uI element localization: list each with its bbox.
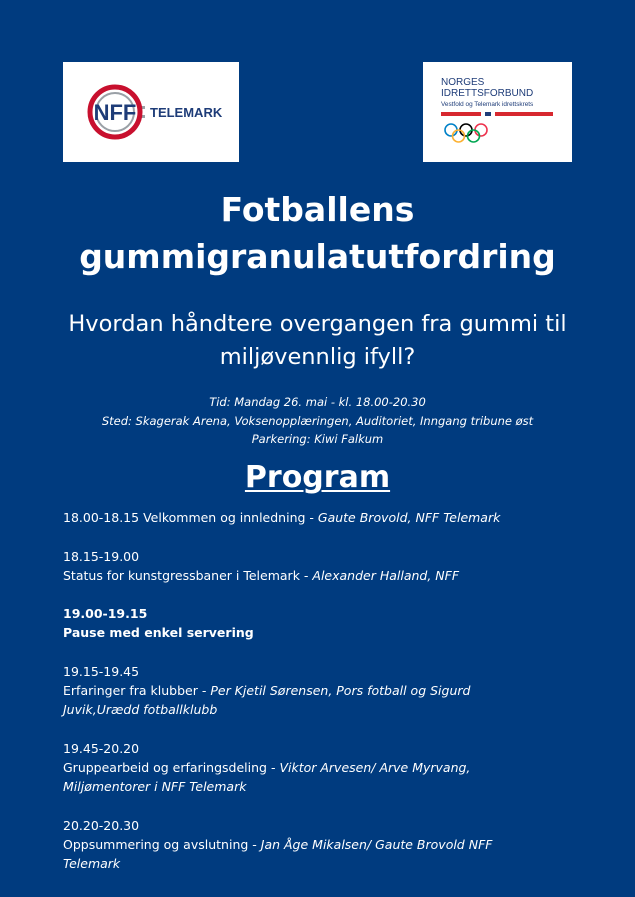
page-subtitle	[20, 308, 615, 374]
subtitle-line-1: Hvordan håndtere overgangen fra gummi til	[68, 311, 567, 337]
item-time: 19.00-19.15	[63, 606, 148, 621]
item-time: 18.15-19.00	[63, 549, 140, 564]
item-speaker-cont: Juvik,Urædd fotballklubb	[63, 702, 218, 717]
nif-line2: IDRETTSFORBUND	[441, 88, 534, 99]
page-title	[0, 186, 635, 280]
program-item	[63, 662, 593, 719]
event-parking: Parkering: Kiwi Falkum	[251, 432, 384, 446]
title-line-2: gummigranulatutfordring	[79, 237, 556, 276]
item-text: Status for kunstgressbaner i Telemark -	[63, 568, 313, 583]
subtitle-line-2: miljøvennlig ifyll?	[219, 344, 416, 370]
nff-letters: NFF	[93, 100, 137, 125]
item-speaker: Per Kjetil Sørensen, Pors fotball og Sigurd	[210, 683, 471, 698]
item-speaker: Alexander Halland, NFF	[312, 568, 460, 583]
nff-telemark-logo	[63, 62, 239, 162]
program-heading: Program	[244, 460, 391, 495]
item-text: Gruppearbeid og erfaringsdeling -	[63, 760, 280, 775]
program-item	[63, 739, 593, 796]
item-speaker: Gaute Brovold, NFF Telemark	[317, 510, 501, 525]
nif-line1: NORGES	[441, 77, 485, 88]
item-text: Oppsummering og avslutning -	[63, 837, 261, 852]
nff-emblem-icon	[63, 62, 239, 162]
event-place: Sted: Skagerak Arena, Voksenopplæringen, Auditoriet, Inngang tribune øst	[101, 413, 534, 428]
item-speaker-cont: Telemark	[63, 856, 121, 871]
item-time: 20.20-20.30	[63, 818, 140, 833]
program-item	[63, 508, 593, 527]
item-speaker-cont: Miljømentorer i NFF Telemark	[63, 779, 247, 794]
item-speaker: Viktor Arvesen/ Arve Myrvang,	[279, 760, 471, 775]
program-item-break	[63, 604, 593, 642]
event-time: Tid: Mandag 26. mai - kl. 18.00-20.30	[209, 395, 426, 409]
item-time: 19.45-20.20	[63, 741, 140, 756]
item-text: Pause med enkel servering	[63, 625, 254, 640]
item-time: 18.00-18.15	[63, 510, 140, 525]
item-time: 19.15-19.45	[63, 664, 140, 679]
item-text: Velkommen og innledning -	[143, 510, 318, 525]
program-item	[63, 816, 593, 873]
title-line-1: Fotballens	[220, 190, 415, 229]
program-item	[63, 547, 593, 585]
item-text: Erfaringer fra klubber -	[63, 683, 211, 698]
nff-telemark-label: TELEMARK	[150, 105, 223, 120]
nif-line3: Vestfold og Telemark idrettskrets	[441, 101, 534, 108]
olympic-rings-icon	[423, 62, 572, 162]
event-info	[0, 393, 635, 449]
nif-logo	[423, 62, 572, 162]
item-speaker: Jan Åge Mikalsen/ Gaute Brovold NFF	[260, 837, 493, 852]
